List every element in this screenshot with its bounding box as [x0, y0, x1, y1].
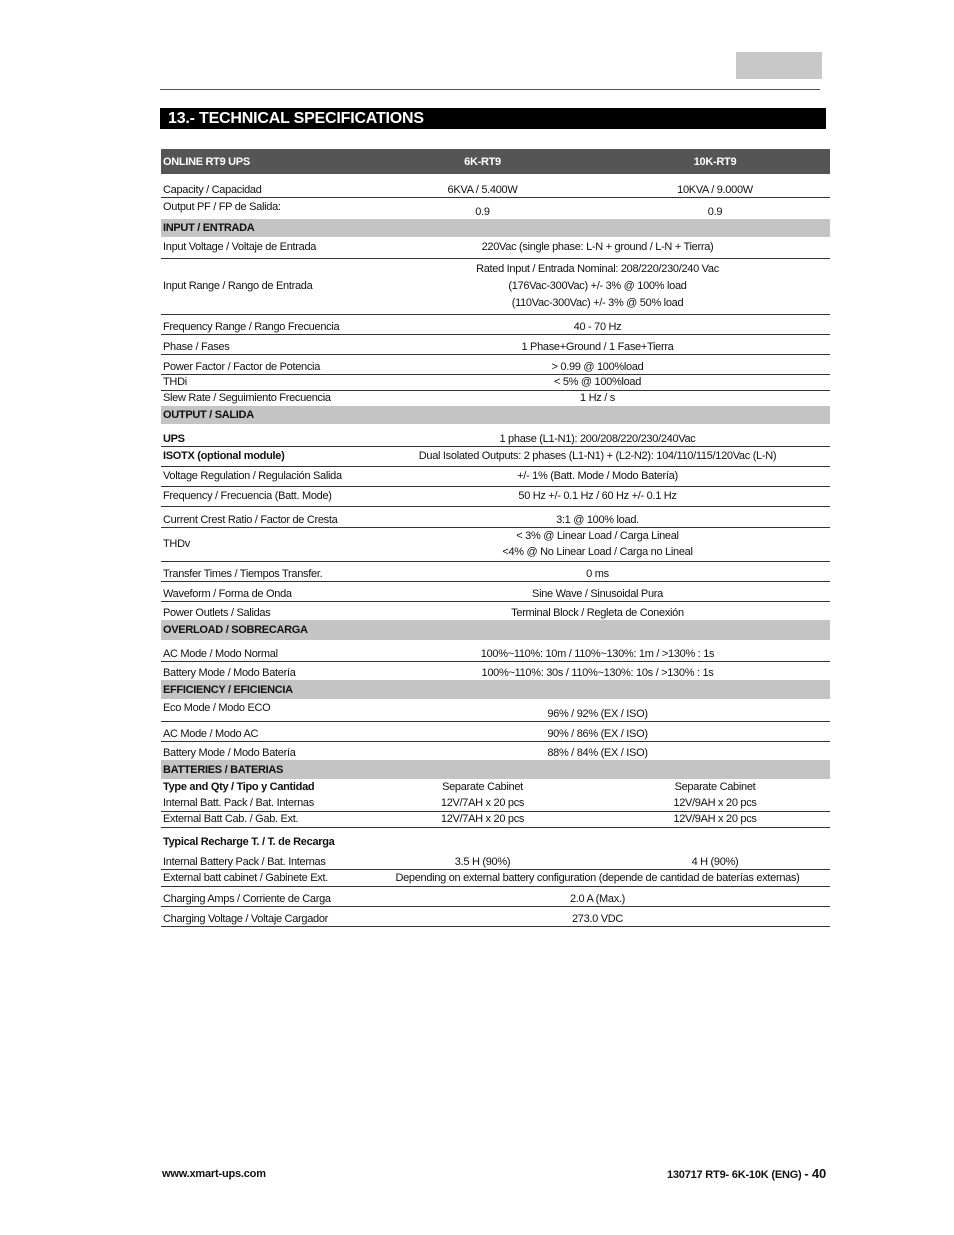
table-row: THDv < 3% @ Linear Load / Carga Lineal <4% @ No Linear Load / Carga no Lineal	[161, 527, 830, 561]
spec-table	[161, 149, 830, 927]
section-row-input: INPUT / ENTRADA	[161, 219, 830, 237]
footer-doc-code: 130717 RT9- 6K-10K (ENG)	[666, 1169, 802, 1181]
table-row: Power Factor / Factor de Potencia > 0.99 @ 100%load	[161, 354, 830, 374]
section-title: 13.- TECHNICAL SPECIFICATIONS	[160, 108, 826, 129]
table-row: Battery Mode / Modo Batería 88% / 84% (EX / ISO)	[163, 747, 648, 759]
table-row: Typical Recharge T. / T. de Recarga	[163, 836, 335, 848]
footer-doc-ref	[667, 1166, 826, 1181]
header-6k: 6K-RT9	[365, 149, 600, 174]
table-row: UPS 1 phase (L1-N1): 200/208/220/230/240Vac	[161, 424, 830, 446]
table-row: Voltage Regulation / Regulación Salida +/- 1% (Batt. Mode / Modo Batería)	[161, 466, 830, 486]
header-model-label: ONLINE RT9 UPS	[161, 149, 365, 174]
section-row-efficiency: EFFICIENCY / EFICIENCIA	[161, 680, 830, 699]
table-row: Charging Voltage / Voltaje Cargador 273.0 VDC	[161, 906, 830, 926]
table-row: Output PF / FP de Salida: 0.9 0.9	[163, 200, 723, 218]
section-row-output: OUTPUT / SALIDA	[161, 406, 830, 424]
table-row: External batt cabinet / Gabinete Ext. Depending on external battery configuration (depende de cantidad de baterías externas)	[161, 869, 830, 886]
table-row: Frequency Range / Rango Frecuencia 40 - 70 Hz	[161, 314, 830, 334]
table-row: ISOTX (optional module) Dual Isolated Outputs: 2 phases (L1-N1) + (L2-N2): 104/110/115/120Vac (L-N)	[161, 446, 830, 466]
table-row: Frequency / Frecuencia (Batt. Mode) 50 Hz +/- 0.1 Hz / 60 Hz +/- 0.1 Hz	[161, 486, 830, 506]
header-10k: 10K-RT9	[600, 149, 830, 174]
table-row: Internal Battery Pack / Bat. Internas 3.5 H (90%) 4 H (90%)	[161, 849, 830, 869]
footer-page-number: - 40	[804, 1166, 826, 1181]
table-header-row	[161, 149, 830, 174]
table-row: Eco Mode / Modo ECO 96% / 92% (EX / ISO)	[161, 699, 830, 721]
table-row: Waveform / Forma de Onda Sine Wave / Sinusoidal Pura	[161, 581, 830, 601]
table-row: Type and Qty / Tipo y Cantidad Separate Cabinet Separate Cabinet	[163, 781, 756, 793]
table-row: Input Range / Rango de Entrada Rated Input / Entrada Nominal: 208/220/230/240 Vac (176Vac-300Vac) +/- 3% @ 100% load (110Vac-300Vac) +/- 3% @ 50% load	[161, 258, 830, 314]
table-row: External Batt Cab. / Gab. Ext. 12V/7AH x 20 pcs 12V/9AH x 20 pcs	[161, 811, 830, 827]
table-row: Input Voltage / Voltaje de Entrada 220Vac (single phase: L-N + ground / L-N + Tierra)	[161, 237, 830, 258]
table-row: Charging Amps / Corriente de Carga 2.0 A (Max.)	[161, 886, 830, 906]
section-row-batteries: BATTERIES / BATERIAS	[161, 760, 830, 779]
table-row: Transfer Times / Tiempos Transfer. 0 ms	[161, 561, 830, 581]
section-row-overload: OVERLOAD / SOBRECARGA	[161, 620, 830, 640]
table-row: Phase / Fases 1 Phase+Ground / 1 Fase+Tierra	[161, 334, 830, 354]
header-rule	[160, 89, 820, 90]
table-row: Current Crest Ratio / Factor de Cresta 3:1 @ 100% load.	[161, 506, 830, 527]
header-gray-box	[736, 52, 822, 79]
table-row: Battery Mode / Modo Batería 100%~110%: 30s / 110%~130%: 10s / >130% : 1s	[163, 667, 714, 679]
table-row: AC Mode / Modo Normal 100%~110%: 10m / 110%~130%: 1m / >130% : 1s	[161, 640, 830, 661]
table-row: Slew Rate / Seguimiento Frecuencia 1 Hz / s	[163, 392, 615, 405]
table-row: AC Mode / Modo AC 90% / 86% (EX / ISO)	[161, 721, 830, 741]
table-row: Internal Batt. Pack / Bat. Internas 12V/7AH x 20 pcs 12V/9AH x 20 pcs	[161, 795, 830, 811]
table-row: THDi < 5% @ 100%load	[161, 374, 830, 390]
footer-website: www.xmart-ups.com	[162, 1168, 266, 1180]
table-row: Capacity / Capacidad 6KVA / 5.400W 10KVA / 9.000W	[161, 174, 830, 197]
table-row: Power Outlets / Salidas Terminal Block / Regleta de Conexión	[163, 607, 684, 619]
